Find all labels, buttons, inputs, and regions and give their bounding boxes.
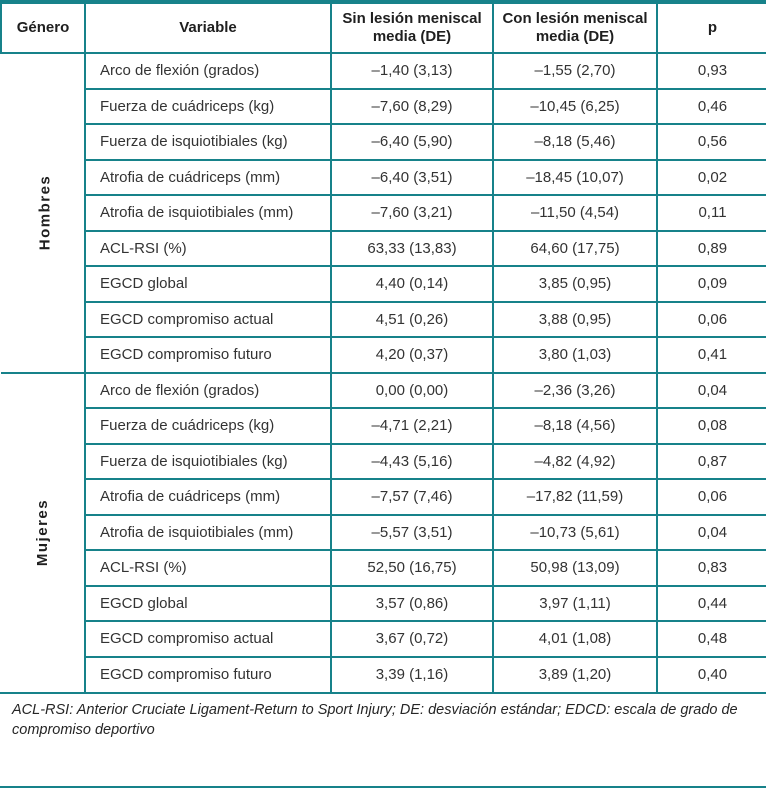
mean-sin-lesion-cell: 3,57 (0,86): [331, 586, 493, 622]
mean-con-lesion-cell: 50,98 (13,09): [493, 550, 657, 586]
col-header-genero: Género: [1, 2, 85, 53]
table-footnote: ACL-RSI: Anterior Cruciate Ligament-Return to Sport Injury; DE: desviación estándar; EDCD: escala de grado de compromiso deportivo: [12, 702, 738, 738]
table-row: [1, 53, 766, 89]
mean-sin-lesion-cell: –4,71 (2,21): [331, 408, 493, 444]
mean-con-lesion-cell: 3,85 (0,95): [493, 266, 657, 302]
table-row: [1, 479, 766, 515]
variable-cell: ACL-RSI (%): [85, 550, 331, 586]
table-row: [1, 195, 766, 231]
variable-cell: Atrofia de cuádriceps (mm): [85, 160, 331, 196]
p-value-cell: 0,44: [657, 586, 766, 622]
table-row: [1, 373, 766, 409]
mean-sin-lesion-cell: 63,33 (13,83): [331, 231, 493, 267]
p-value-cell: 0,93: [657, 53, 766, 89]
p-value-cell: 0,40: [657, 657, 766, 693]
mean-con-lesion-cell: –10,73 (5,61): [493, 515, 657, 551]
mean-con-lesion-cell: –10,45 (6,25): [493, 89, 657, 125]
variable-cell: Fuerza de cuádriceps (kg): [85, 89, 331, 125]
col-header-p: p: [657, 2, 766, 53]
p-value-cell: 0,09: [657, 266, 766, 302]
p-value-cell: 0,11: [657, 195, 766, 231]
col-header-variable: Variable: [85, 2, 331, 53]
mean-con-lesion-cell: –8,18 (5,46): [493, 124, 657, 160]
variable-cell: Atrofia de cuádriceps (mm): [85, 479, 331, 515]
mean-con-lesion-cell: 64,60 (17,75): [493, 231, 657, 267]
gender-label: Hombres: [36, 174, 54, 251]
table-row: [1, 89, 766, 125]
mean-con-lesion-cell: –2,36 (3,26): [493, 373, 657, 409]
p-value-cell: 0,04: [657, 373, 766, 409]
p-value-cell: 0,41: [657, 337, 766, 373]
col-header-con-lesion: Con lesión meniscal media (DE): [493, 2, 657, 53]
mean-sin-lesion-cell: –1,40 (3,13): [331, 53, 493, 89]
variable-cell: Atrofia de isquiotibiales (mm): [85, 515, 331, 551]
col-header-sin-lesion: Sin lesión meniscal media (DE): [331, 2, 493, 53]
p-value-cell: 0,06: [657, 302, 766, 338]
mean-sin-lesion-cell: –4,43 (5,16): [331, 444, 493, 480]
mean-sin-lesion-cell: 4,51 (0,26): [331, 302, 493, 338]
gender-cell: [1, 53, 85, 373]
mean-sin-lesion-cell: –6,40 (5,90): [331, 124, 493, 160]
table-row: [1, 231, 766, 267]
table-row: [1, 586, 766, 622]
table-row: [1, 621, 766, 657]
variable-cell: Arco de flexión (grados): [85, 53, 331, 89]
mean-sin-lesion-cell: –7,60 (3,21): [331, 195, 493, 231]
variable-cell: ACL-RSI (%): [85, 231, 331, 267]
mean-sin-lesion-cell: 4,40 (0,14): [331, 266, 493, 302]
mean-sin-lesion-cell: –6,40 (3,51): [331, 160, 493, 196]
bottom-rule: [0, 786, 766, 788]
variable-cell: EGCD compromiso actual: [85, 302, 331, 338]
variable-cell: EGCD global: [85, 266, 331, 302]
table-row: [1, 515, 766, 551]
mean-con-lesion-cell: –4,82 (4,92): [493, 444, 657, 480]
header-row: [1, 2, 766, 53]
mean-sin-lesion-cell: 3,39 (1,16): [331, 657, 493, 693]
p-value-cell: 0,48: [657, 621, 766, 657]
table-row: [1, 337, 766, 373]
table-row: [1, 124, 766, 160]
mean-sin-lesion-cell: 52,50 (16,75): [331, 550, 493, 586]
variable-cell: Fuerza de isquiotibiales (kg): [85, 444, 331, 480]
mean-sin-lesion-cell: 4,20 (0,37): [331, 337, 493, 373]
table-row: [1, 266, 766, 302]
mean-sin-lesion-cell: –7,60 (8,29): [331, 89, 493, 125]
variable-cell: EGCD compromiso futuro: [85, 337, 331, 373]
variable-cell: Fuerza de cuádriceps (kg): [85, 408, 331, 444]
table-row: [1, 408, 766, 444]
mean-con-lesion-cell: 3,88 (0,95): [493, 302, 657, 338]
table-row: [1, 302, 766, 338]
mean-con-lesion-cell: –17,82 (11,59): [493, 479, 657, 515]
p-value-cell: 0,06: [657, 479, 766, 515]
mean-con-lesion-cell: 3,80 (1,03): [493, 337, 657, 373]
mean-sin-lesion-cell: 0,00 (0,00): [331, 373, 493, 409]
variable-cell: EGCD global: [85, 586, 331, 622]
table-row: [1, 444, 766, 480]
mean-con-lesion-cell: 3,97 (1,11): [493, 586, 657, 622]
variable-cell: Atrofia de isquiotibiales (mm): [85, 195, 331, 231]
p-value-cell: 0,56: [657, 124, 766, 160]
variable-cell: EGCD compromiso actual: [85, 621, 331, 657]
p-value-cell: 0,02: [657, 160, 766, 196]
p-value-cell: 0,89: [657, 231, 766, 267]
gender-label: Mujeres: [33, 499, 51, 567]
mean-con-lesion-cell: –8,18 (4,56): [493, 408, 657, 444]
p-value-cell: 0,46: [657, 89, 766, 125]
mean-con-lesion-cell: –1,55 (2,70): [493, 53, 657, 89]
mean-con-lesion-cell: 4,01 (1,08): [493, 621, 657, 657]
p-value-cell: 0,08: [657, 408, 766, 444]
table-body: [1, 53, 766, 692]
mean-sin-lesion-cell: –5,57 (3,51): [331, 515, 493, 551]
variable-cell: Arco de flexión (grados): [85, 373, 331, 409]
variable-cell: EGCD compromiso futuro: [100, 666, 272, 684]
p-value-cell: 0,04: [657, 515, 766, 551]
p-value-cell: 0,87: [657, 444, 766, 480]
table-row: [1, 657, 766, 693]
mean-con-lesion-cell: –18,45 (10,07): [493, 160, 657, 196]
table-row: [1, 160, 766, 196]
mean-sin-lesion-cell: –7,57 (7,46): [331, 479, 493, 515]
variable-cell: Fuerza de isquiotibiales (kg): [85, 124, 331, 160]
mean-con-lesion-cell: –11,50 (4,54): [493, 195, 657, 231]
mean-con-lesion-cell: 3,89 (1,20): [493, 657, 657, 693]
gender-cell: [1, 373, 85, 693]
mean-sin-lesion-cell: 3,67 (0,72): [331, 621, 493, 657]
table-row: [1, 550, 766, 586]
p-value-cell: 0,83: [657, 550, 766, 586]
